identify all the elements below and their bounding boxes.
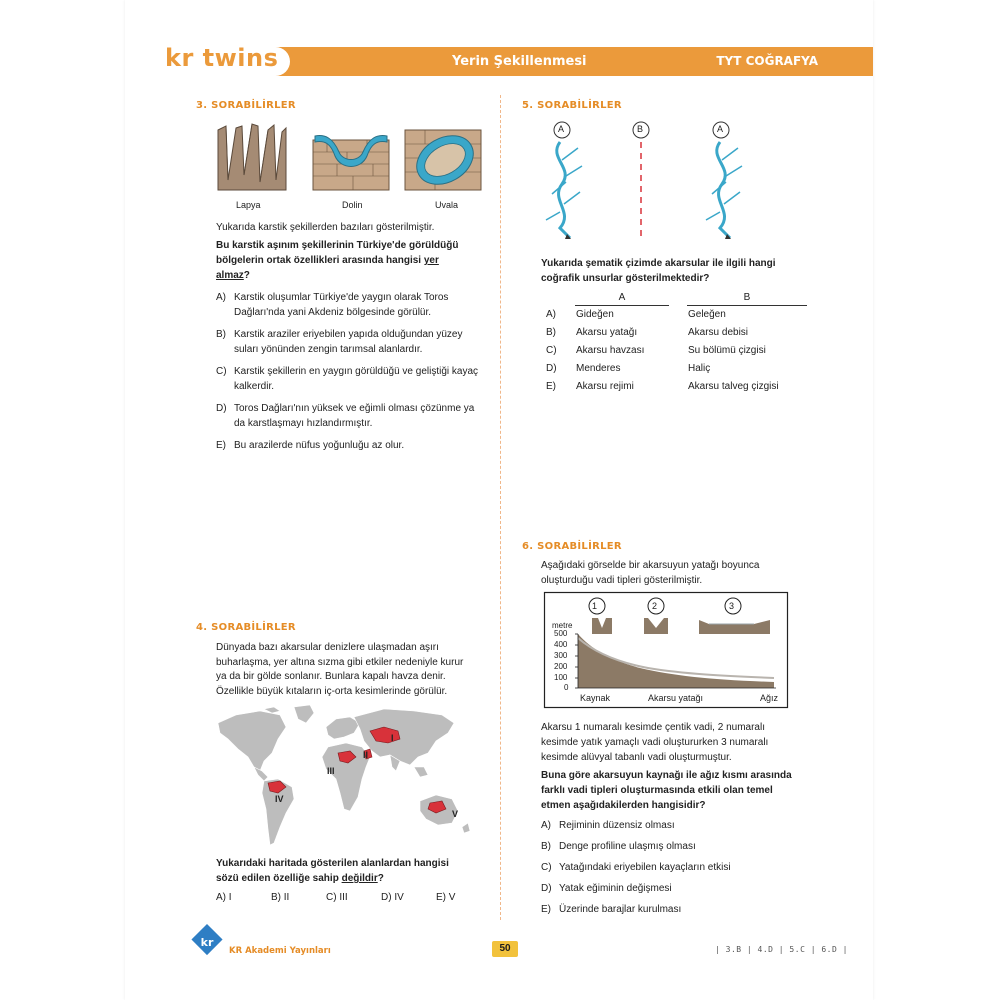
q6-intro-line2: oluşturduğu vadi tipleri gösterilmiştir. [541,575,703,586]
q4-line3: ya da bir gölde sonlanır. Bunlara kapalı havza denir. [216,671,446,682]
q6-option-d[interactable] [541,881,672,896]
page-number: 50 [492,941,518,957]
x-label-source: Kaynak [580,693,611,703]
x-label-mouth: Ağız [760,693,779,703]
q4-line2: buharlaşma, yer altına sızma gibi etkiler nedeniyle kurur [216,657,464,668]
option-text: Dağları'nda yani Akdeniz bölgesinde görülür. [234,307,432,318]
q3-intro: Yukarıda karstik şekillerden bazıları gösterilmiştir. [216,222,435,233]
q6-stem-line1: Buna göre akarsuyun kaynağı ile ağız kısmı arasında [541,770,792,781]
option-letter: A) [546,309,556,320]
q5-option-b[interactable] [545,324,807,342]
map-label-IV: IV [275,794,284,804]
option-letter: E) [546,381,556,392]
option-letter: B) [541,841,551,852]
q3-stem-line3 [216,268,250,283]
option-letter: E) [541,904,551,915]
q3-stem-line1: Bu karstik aşınım şekillerinin Türkiye'de görüldüğü [216,240,459,251]
y-tick-400: 400 [554,640,568,649]
option-text: da karstlaşmayı hızlandırmıştır. [234,418,373,429]
q4-line4: Özellikle büyük kıtaların iç-orta kesimlerinde görülür. [216,686,448,697]
q5-stem-line2: coğrafik unsurlar gösterilmektedir? [541,273,710,284]
q3-stem-end: ? [243,270,250,281]
option-letter: C) [541,862,552,873]
q4-option-e[interactable]: E) V [436,892,456,903]
chapter-title: Yerin Şekillenmesi [452,54,587,69]
option-a-cell: Akarsu rejimi [576,381,634,392]
q6-option-b[interactable] [541,839,696,854]
option-letter: D) [216,403,227,414]
q6-body-line1: Akarsu 1 numaralı kesimde çentik vadi, 2 numaralı [541,722,765,733]
q3-option-b[interactable] [216,327,462,357]
q4-line1: Dünyada bazı akarsular denizlere ulaşmadan aşırı [216,642,439,653]
option-letter: E) [216,440,226,451]
q3-option-e[interactable] [216,438,404,453]
q6-body-line2: kesimde yatık yamaçlı vadi oluştururken 3 numaralı [541,737,769,748]
river-diagram [540,120,750,245]
y-tick-0: 0 [564,683,569,692]
q6-intro-line1: Aşağıdaki görselde bir akarsuyun yatağı boyunca [541,560,760,571]
q3-stem-underlined-2: almaz [216,270,244,281]
q3-stem-underlined-1: yer [423,255,439,266]
x-label-channel: Akarsu yatağı [648,693,704,703]
option-text: suları yönünden zengin tarımsal alanlardır. [234,344,423,355]
q4-option-c[interactable]: C) III [326,892,348,903]
diagram-label-a-left: A [558,124,565,134]
y-tick-300: 300 [554,651,568,660]
diagram-label-b: B [637,124,644,134]
option-text: kalkerdir. [234,381,275,392]
q5-stem-line1: Yukarıda şematik çizimde akarsular ile ilgili hangi [541,258,776,269]
q6-option-c[interactable] [541,860,731,875]
option-text: Karstik şekillerin en yaygın görüldüğü ve geliştiği kayaç [234,366,479,377]
option-b-cell: Geleğen [688,309,726,321]
option-letter: B) [546,327,556,338]
option-b-cell: Su bölümü çizgisi [688,345,766,356]
option-b-cell: Akarsu debisi [688,327,749,338]
publisher-name: KR Akademi Yayınları [229,946,331,956]
brand-logo: kr twins [165,44,279,72]
q3-stem-line2 [216,253,439,268]
q4-stem-end: ? [377,873,384,884]
q4-stem-text: sözü edilen özelliğe sahip [216,873,342,884]
col-a-header: A [575,291,669,306]
dolin-caption: Dolin [342,200,363,210]
lapya-illustration [216,120,288,192]
q5-option-d[interactable] [545,360,807,378]
option-letter: D) [546,363,557,374]
lapya-caption: Lapya [236,200,261,210]
q3-stem-text: bölgelerin ortak özellikleri arasında hangisi [216,255,424,266]
option-letter: A) [541,820,551,831]
world-map [214,705,476,850]
q6-option-a[interactable] [541,818,675,833]
q4-stem-line1: Yukarıdaki haritada gösterilen alanlardan hangisi [216,858,449,869]
map-label-II: II [363,750,369,760]
option-text: Yatağındaki eriyebilen kayaçların etkisi [559,862,731,873]
option-text: Üzerinde barajlar kurulması [559,904,682,915]
option-letter: A) [216,292,226,303]
uvala-caption: Uvala [435,200,459,210]
q6-heading: 6. SORABİLİRLER [522,541,622,552]
map-label-V: V [452,809,459,819]
q6-stem-line2: farklı vadi tipleri oluşturmasında etkili olan temel [541,785,773,796]
q3-option-d[interactable] [216,401,474,431]
publisher-logo-icon [190,924,224,958]
figure-circle-2: 2 [652,601,658,611]
option-text: Bu arazilerde nüfus yoğunluğu az olur. [234,440,405,451]
uvala-illustration [405,130,481,190]
diagram-label-a-right: A [717,124,724,134]
subject-title: TYT COĞRAFYA [716,54,818,68]
option-a-cell: Menderes [576,363,621,374]
q5-option-e[interactable] [545,378,807,396]
option-text: Yatak eğiminin değişmesi [559,883,672,894]
map-label-III: III [327,766,335,776]
option-text: Toros Dağları'nın yüksek ve eğimli olması çözünme ya [234,403,475,414]
q5-option-a[interactable] [545,306,807,324]
y-tick-200: 200 [554,662,568,671]
option-text: Karstik oluşumlar Türkiye'de yaygın olarak Toros [234,292,449,303]
option-letter: D) [541,883,552,894]
option-b-cell: Haliç [688,363,711,374]
q4-option-b[interactable]: B) II [271,892,290,903]
column-divider [500,95,501,920]
q6-option-e[interactable] [541,902,681,917]
y-tick-100: 100 [554,673,568,682]
option-a-cell: Akarsu yatağı [576,327,638,338]
q4-heading: 4. SORABİLİRLER [196,622,296,633]
q4-stem-underlined: değildir [341,873,378,884]
figure-circle-1: 1 [592,601,598,611]
q5-options-table [545,291,807,396]
option-a-cell: Gideğen [576,309,614,321]
option-a-cell: Akarsu havzası [576,345,645,356]
map-label-I: I [391,733,394,743]
q5-option-c[interactable] [545,342,807,360]
option-text: Denge profiline ulaşmış olması [559,841,696,852]
q4-stem-line2 [216,871,384,886]
option-letter: B) [216,329,226,340]
y-axis-unit: metre [552,621,573,630]
q3-option-c[interactable] [216,364,478,394]
option-b-cell: Akarsu talveg çizgisi [688,381,779,392]
q4-option-a[interactable]: A) I [216,892,232,903]
figure-circle-3: 3 [729,601,735,611]
answer-key: | 3.B | 4.D | 5.C | 6.D | [715,945,848,954]
q5-heading: 5. SORABİLİRLER [522,100,622,111]
option-text: Rejiminin düzensiz olması [559,820,675,831]
q6-stem-line3: etmen aşağıdakilerden hangisidir? [541,800,706,811]
option-text: Karstik araziler eriyebilen yapıda olduğundan yüzey [234,329,463,340]
svg-text:kr: kr [200,936,214,949]
q4-option-d[interactable]: D) IV [381,892,404,903]
q6-body-line3: kesimde alüvyal tabanlı vadi oluşturmuştur. [541,752,732,763]
col-b-header: B [687,291,807,306]
q3-heading: 3. SORABİLİRLER [196,100,296,111]
y-tick-500: 500 [554,629,568,638]
q3-option-a[interactable] [216,290,448,320]
dolin-illustration [313,130,389,190]
option-letter: C) [216,366,227,377]
valley-profile-figure [544,592,788,708]
option-letter: C) [546,345,557,356]
